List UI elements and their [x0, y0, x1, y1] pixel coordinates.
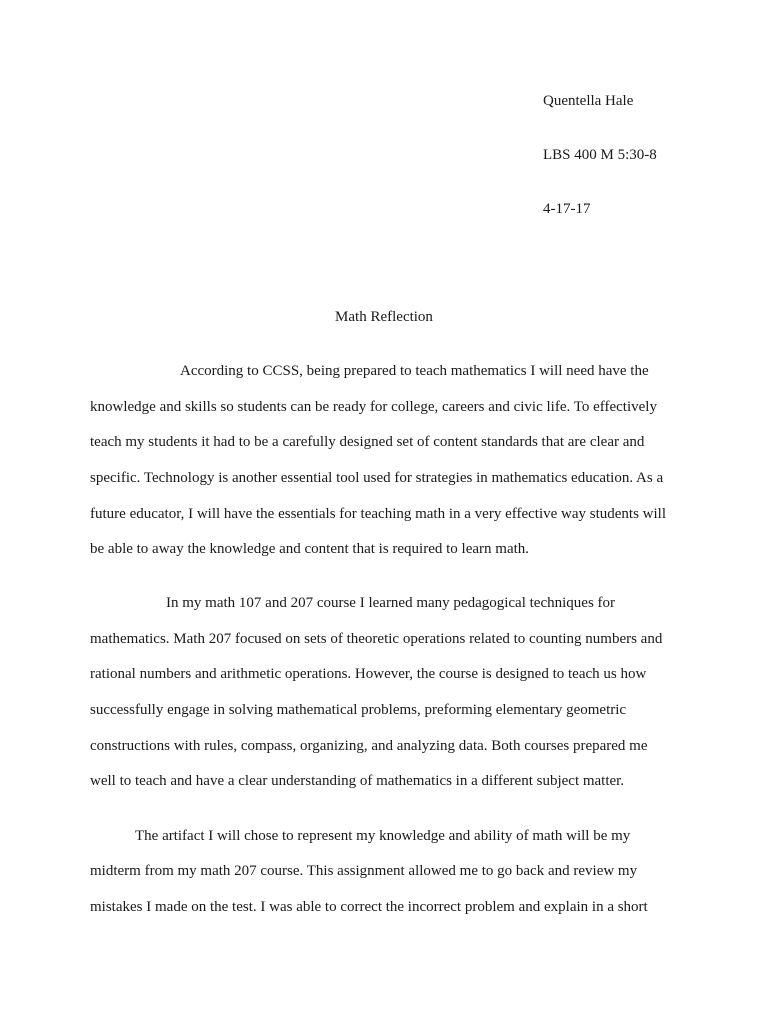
paragraph-line: midterm from my math 207 course. This assignment allowed me to go back and review my: [90, 863, 638, 879]
paragraph-line: mathematics. Math 207 focused on sets of theoretic operations related to counting numbers and: [90, 631, 663, 647]
paragraph-line: In my math 107 and 207 course I learned many pedagogical techniques for: [166, 595, 616, 611]
paragraph-line: specific. Technology is another essential tool used for strategies in mathematics education. As a: [90, 470, 664, 486]
course-info: LBS 400 M 5:30-8: [543, 147, 657, 163]
paragraph-line: According to CCSS, being prepared to teach mathematics I will need have the: [180, 363, 649, 379]
paragraph-line: well to teach and have a clear understanding of mathematics in a different subject matter.: [90, 773, 625, 789]
paragraph-line: rational numbers and arithmetic operations. However, the course is designed to teach us how: [90, 666, 647, 682]
paragraph-line: future educator, I will have the essentials for teaching math in a very effective way students will: [90, 506, 667, 522]
paragraph-line: be able to away the knowledge and content that is required to learn math.: [90, 541, 530, 557]
document-date: 4-17-17: [543, 201, 591, 217]
document-title: Math Reflection: [335, 309, 433, 325]
paragraph-line: mistakes I made on the test. I was able to correct the incorrect problem and explain in a short: [90, 899, 648, 915]
author-name: Quentella Hale: [543, 93, 634, 109]
paragraph-line: knowledge and skills so students can be ready for college, careers and civic life. To effectively: [90, 399, 657, 415]
paragraph-line: constructions with rules, compass, organizing, and analyzing data. Both courses prepared me: [90, 738, 648, 754]
paragraph-line: successfully engage in solving mathematical problems, preforming elementary geometric: [90, 702, 627, 718]
paragraph-line: The artifact I will chose to represent my knowledge and ability of math will be my: [135, 828, 631, 844]
paragraph-line: teach my students it had to be a carefully designed set of content standards that are clear and: [90, 434, 645, 450]
